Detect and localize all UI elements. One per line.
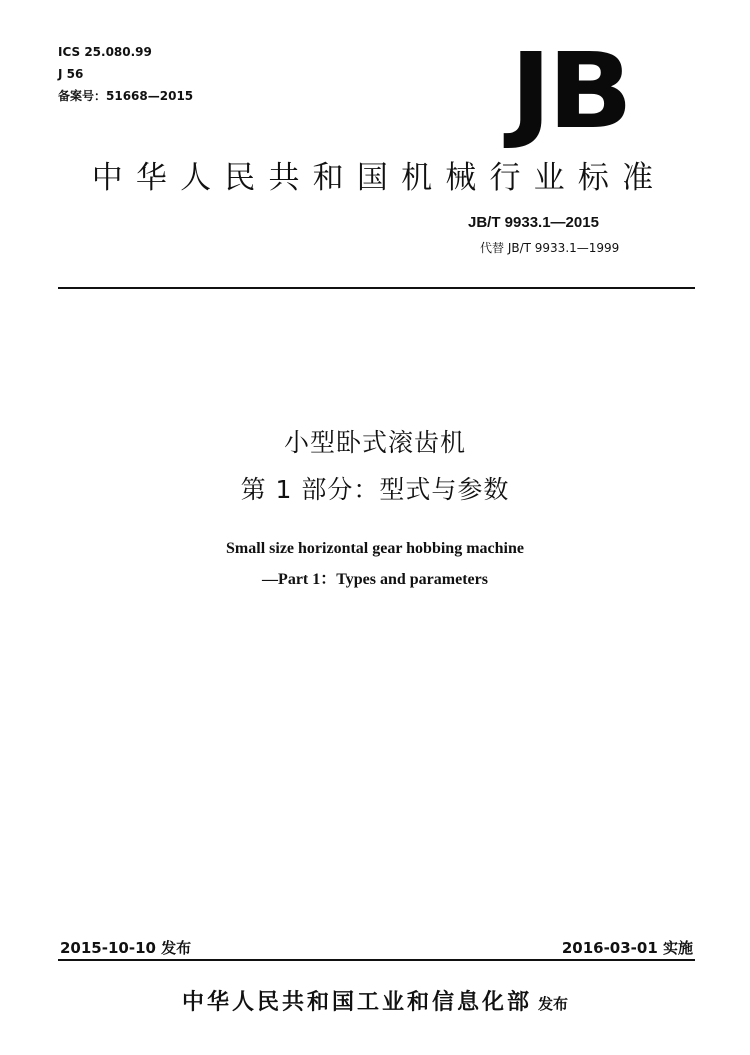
header-divider xyxy=(58,287,695,289)
ics-code: ICS 25.080.99 xyxy=(58,45,152,59)
document-title-en-line2: —Part 1：Types and parameters xyxy=(262,571,488,588)
publisher-line xyxy=(0,985,750,1016)
replaces-standard: 代替 JB/T 9933.1—1999 xyxy=(480,241,620,255)
footer-divider xyxy=(58,959,695,961)
jb-logo: JB xyxy=(510,30,629,152)
document-title-cn-line2: 第 1 部分：型式与参数 xyxy=(240,475,510,504)
standard-number: JB/T 9933.1—2015 xyxy=(468,214,599,231)
standard-category-title: 中华人民共和国机械行业标准 xyxy=(91,160,667,196)
document-title-en-line1: Small size horizontal gear hobbing machine xyxy=(226,540,524,557)
publish-label: 发布 xyxy=(538,995,569,1013)
implementation-date: 2016-03-01 实施 xyxy=(561,939,693,957)
j-classification-code: J 56 xyxy=(58,67,84,81)
issue-date: 2015-10-10 发布 xyxy=(60,939,192,957)
record-number: 备案号：51668—2015 xyxy=(58,89,194,103)
publisher-name: 中华人民共和国工业和信息化部 xyxy=(181,990,532,1015)
document-title-cn-line1: 小型卧式滚齿机 xyxy=(283,428,466,457)
